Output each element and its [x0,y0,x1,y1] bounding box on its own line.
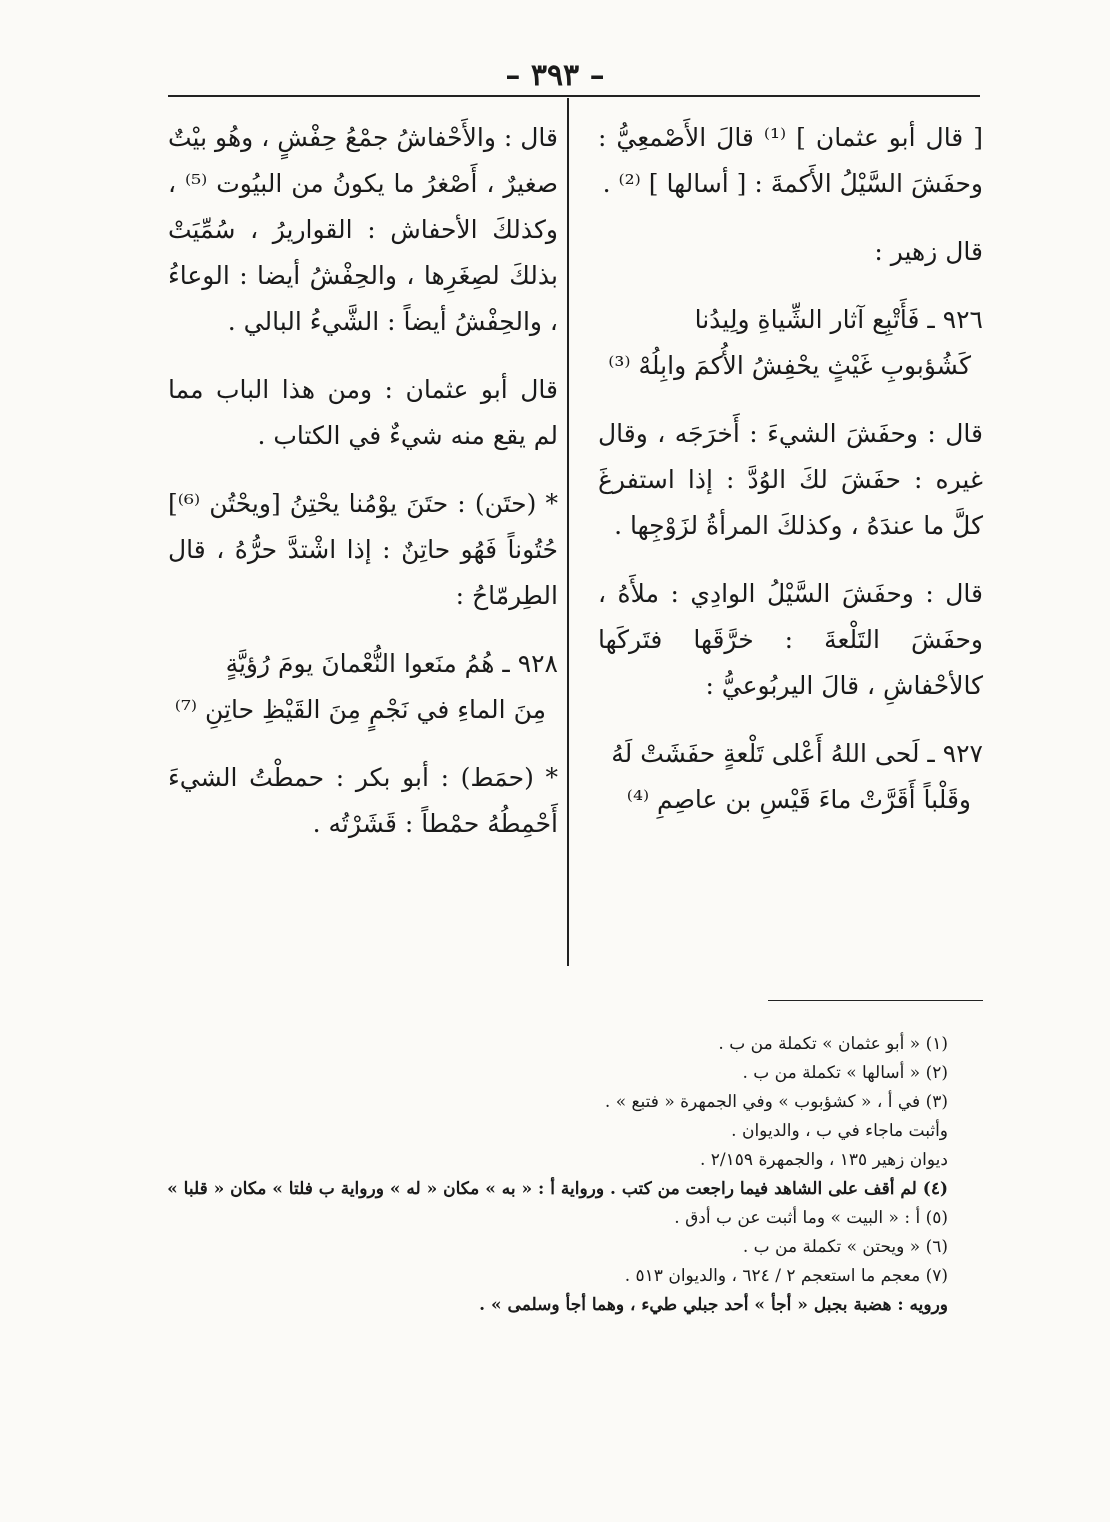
paragraph [168,481,558,619]
footnote: ديوان زهير ١٣٥ ، والجمهرة ٢/١٥٩ . [699,1150,948,1170]
text-line: البيُوت ⁽⁵⁾ ، وكذلكَ الأحفاش : القواريرُ ، [168,169,558,244]
footnote: (٧) معجم ما استعجم ٢ / ٦٢٤ ، والديوان ٥١٣ . [624,1266,948,1286]
paragraph [598,411,983,549]
footnotes [168,1030,948,1320]
column-divider [567,98,569,966]
paragraph [598,571,983,709]
text-line: قال : والأَحْفاشُ جمْعُ حِفْشٍ ، [261,123,558,152]
text-line: استفرغَ كلَّ ما عندَهُ ، وكذلكَ المرأةُ [598,465,983,540]
text-line: قال : وحفَشَ السَّيْلُ الوادِي : [670,579,984,608]
text-line: قال زهير : [874,237,983,266]
footnote: (٣) في أ ، « كشؤبوب » وفي الجمهرة « فتبع » . [604,1092,948,1112]
footnote-rule [768,1000,983,1001]
text-line: قال أبو عثمان : ومن هذا الباب مما لم [168,375,558,450]
paragraph [168,755,558,847]
text-line: ملأَهُ ، وحفَشَ التَلْعةَ : خرَّقَها فتَركَها [598,579,983,654]
footnote: (٤) لم أقف على الشاهد فيما راجعت من كتب . ورواية أ : « به » مكان « له » ورواية ب فلتا » مكان « قلبا » [167,1179,948,1199]
text-line: الوعاءُ ، والحِفْشُ أيضاً : الشَّيءُ البالي . [168,261,558,336]
page-number: – ٣٩٣ – [505,58,605,93]
text-line: * (حمَط) : أبو بكر : حمطْتُ الشيءَ [168,763,558,792]
text-line: وهُو بيْتٌ صغيرٌ ، أَصْغرُ ما يكونُ من [168,123,558,198]
text-line: قال : وحفَشَ الشيءَ : أَخرَجَه ، [657,419,983,448]
paragraph [168,367,558,459]
footnote: (١) « أبو عثمان » تكملة من ب . [718,1034,948,1054]
verse-hemistich: كَشُؤبوبِ غَيْثٍ يحْفِشُ الأُكمَ وابِلُهْ ⁽³⁾ [608,351,971,380]
text-line: أَحْمِطُهُ حمْطاً : قَشَرْتُه . [312,809,558,838]
paragraph [168,115,558,345]
text-line: وقال غيره : حفَشَ لكَ الوُدَّ : إذا [598,419,983,494]
text-line: قال الطِرمّاحُ : [168,535,558,610]
verse-926 [598,297,983,389]
footnote: ورويه : هضبة بجبل « أجأ » أحد جبلي طيء ، وهما أجأ وسلمى » . [479,1295,948,1315]
text-line: لزَوْجِها . [614,511,699,540]
text-line: حُتُوناً فَهُو حاتِنٌ : إذا اشْتدَّ حرُّهُ ، [216,535,558,564]
text-line: كالأحْفاشِ ، قالَ اليربُوعيُّ : [705,671,983,700]
text-line: * (حتَن) : حتَنَ يوْمُنا يحْتِنُ [ويحْتُن ⁽⁶⁾] [168,489,558,518]
text-line: [ قال أبو عثمان ] ⁽¹⁾ قالَ الأَصْمعِيُّ : [598,123,983,152]
footnote: (٢) « أسالها » تكملة من ب . [742,1063,948,1083]
verse-hemistich: ٩٢٦ ـ فَأَتْبِع آثار الشِّياةِ ولِيدُنا [694,305,983,334]
footnote: (٥) أ : « البيت » وما أثبت عن ب أدق . [674,1208,948,1228]
verse-928 [168,641,558,733]
right-column [598,115,983,845]
footnote: وأثبت ماجاء في ب ، والديوان . [731,1121,948,1141]
text-line: وحفَشَ السَّيْلُ الأَكمةَ : [ أسالها ] ⁽²⁾ . [602,169,983,198]
verse-927 [598,731,983,823]
verse-hemistich: ٩٢٨ ـ هُمُ منَعوا النُّعْمانَ يومَ رُؤيَّةٍ [225,649,558,678]
paragraph [598,229,983,275]
verse-hemistich: وقَلْباً أَقَرَّتْ ماءَ قَيْسِ بن عاصِمِ ⁽⁴⁾ [626,785,971,814]
text-line: سُمِّيَتْ بذلكَ لصِغَرِها ، والحِفْشُ أيضا : [168,215,558,290]
verse-hemistich: مِنَ الماءِ في نَجْمٍ مِنَ القَيْظِ حاتِنِ ⁽⁷⁾ [174,695,546,724]
text-line: يقع منه شيءٌ في الكتاب . [257,421,526,450]
header-rule [168,95,980,97]
left-column [168,115,558,869]
paragraph [598,115,983,207]
verse-hemistich: ٩٢٧ ـ لَحى اللهُ أَعْلى تَلْعةٍ حفَشَتْ لَهُ [611,739,983,768]
footnote: (٦) « ويحتن » تكملة من ب . [742,1237,948,1257]
